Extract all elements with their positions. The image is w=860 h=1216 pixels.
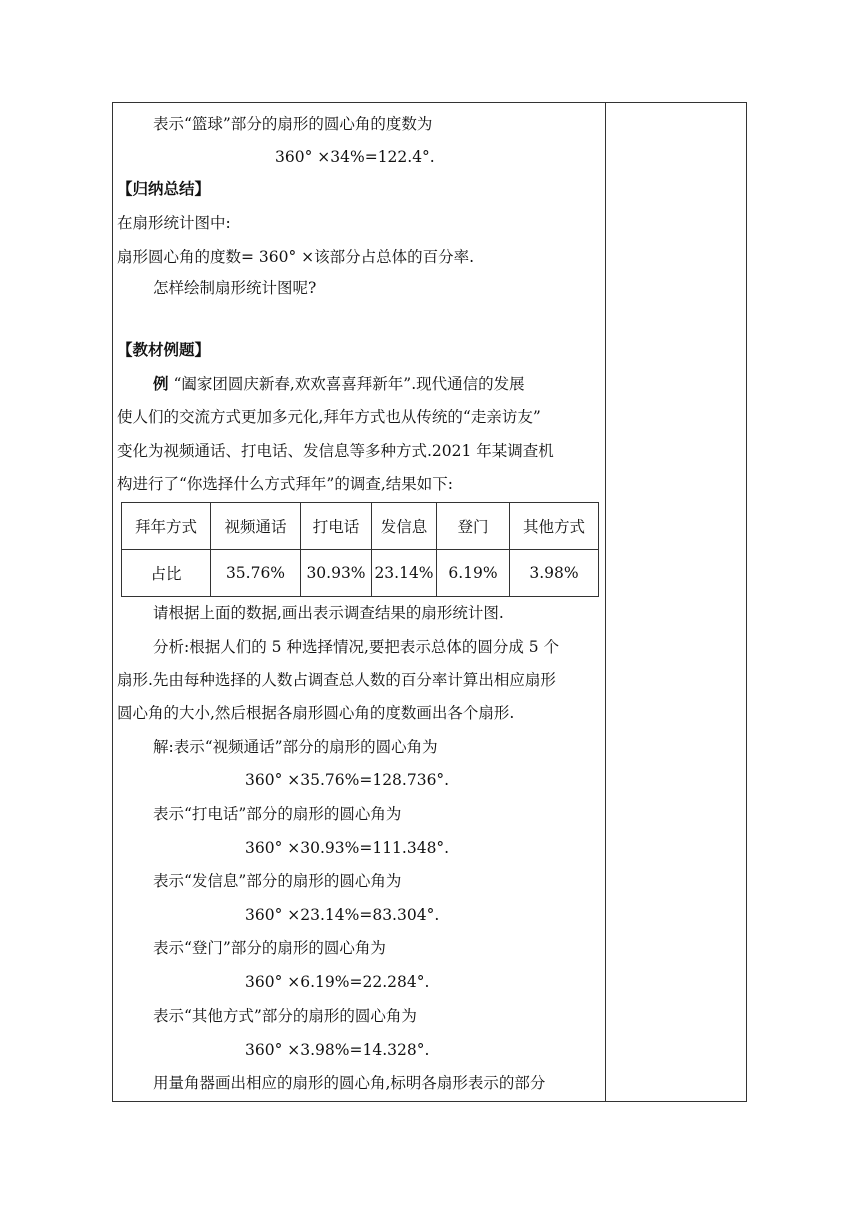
example-line-2: 使人们的交流方式更加多元化,拜年方式也从传统的“走亲访友”: [117, 408, 541, 426]
table-cell: 3.98%: [510, 550, 599, 597]
table-cell: 35.76%: [211, 550, 301, 597]
column-divider: [605, 102, 606, 1102]
example-line-4: 构进行了“你选择什么方式拜年”的调查,结果如下:: [117, 475, 453, 493]
solution-formula: 360° ×35.76%=128.736°.: [245, 771, 450, 789]
example-line-3: 变化为视频通话、打电话、发信息等多种方式.2021 年某调查机: [117, 442, 554, 460]
example-line-1: [153, 373, 525, 395]
data-table: [121, 502, 599, 597]
solution-last-line: 用量角器画出相应的扇形的圆心角,标明各扇形表示的部分: [153, 1074, 546, 1092]
analysis-line: 圆心角的大小,然后根据各扇形圆心角的度数画出各个扇形.: [117, 704, 515, 722]
table-cell: 23.14%: [372, 550, 437, 597]
solution-step: 表示“登门”部分的扇形的圆心角为: [153, 939, 386, 957]
table-cell: 其他方式: [510, 503, 599, 550]
intro-formula: 360° ×34%=122.4°.: [275, 148, 435, 166]
table-cell: 30.93%: [301, 550, 372, 597]
table-row: [122, 550, 599, 597]
table-cell: 发信息: [372, 503, 437, 550]
table-cell: 打电话: [301, 503, 372, 550]
summary-heading: 【归纳总结】: [117, 180, 211, 198]
summary-line: 在扇形统计图中:: [117, 214, 231, 232]
task-line: 请根据上面的数据,画出表示调查结果的扇形统计图.: [153, 604, 504, 622]
solution-step: 解:表示“视频通话”部分的扇形的圆心角为: [153, 738, 438, 756]
example-text: “阖家团圆庆新春,欢欢喜喜拜新年”.现代通信的发展: [173, 375, 525, 393]
example-heading: 【教材例题】: [117, 341, 211, 359]
table-cell: 视频通话: [211, 503, 301, 550]
table-header-row: [122, 503, 599, 550]
solution-formula: 360° ×30.93%=111.348°.: [245, 839, 450, 857]
table-cell: 6.19%: [437, 550, 510, 597]
solution-formula: 360° ×6.19%=22.284°.: [245, 973, 430, 991]
table-cell: 拜年方式: [122, 503, 211, 550]
summary-formula: 扇形圆心角的度数= 360° ×该部分占总体的百分率.: [117, 248, 475, 266]
solution-step: 表示“打电话”部分的扇形的圆心角为: [153, 805, 402, 823]
summary-question: 怎样绘制扇形统计图呢?: [153, 279, 317, 297]
solution-formula: 360° ×3.98%=14.328°.: [245, 1041, 430, 1059]
table-cell: 占比: [122, 550, 211, 597]
analysis-line: 分析:根据人们的 5 种选择情况,要把表示总体的圆分成 5 个: [153, 638, 560, 656]
analysis-line: 扇形.先由每种选择的人数占调查总人数的百分率计算出相应扇形: [117, 671, 556, 689]
intro-line: 表示“篮球”部分的扇形的圆心角的度数为: [153, 115, 433, 133]
solution-step: 表示“其他方式”部分的扇形的圆心角为: [153, 1007, 417, 1025]
example-label: 例: [153, 375, 169, 393]
table-cell: 登门: [437, 503, 510, 550]
solution-step: 表示“发信息”部分的扇形的圆心角为: [153, 872, 402, 890]
solution-formula: 360° ×23.14%=83.304°.: [245, 906, 440, 924]
